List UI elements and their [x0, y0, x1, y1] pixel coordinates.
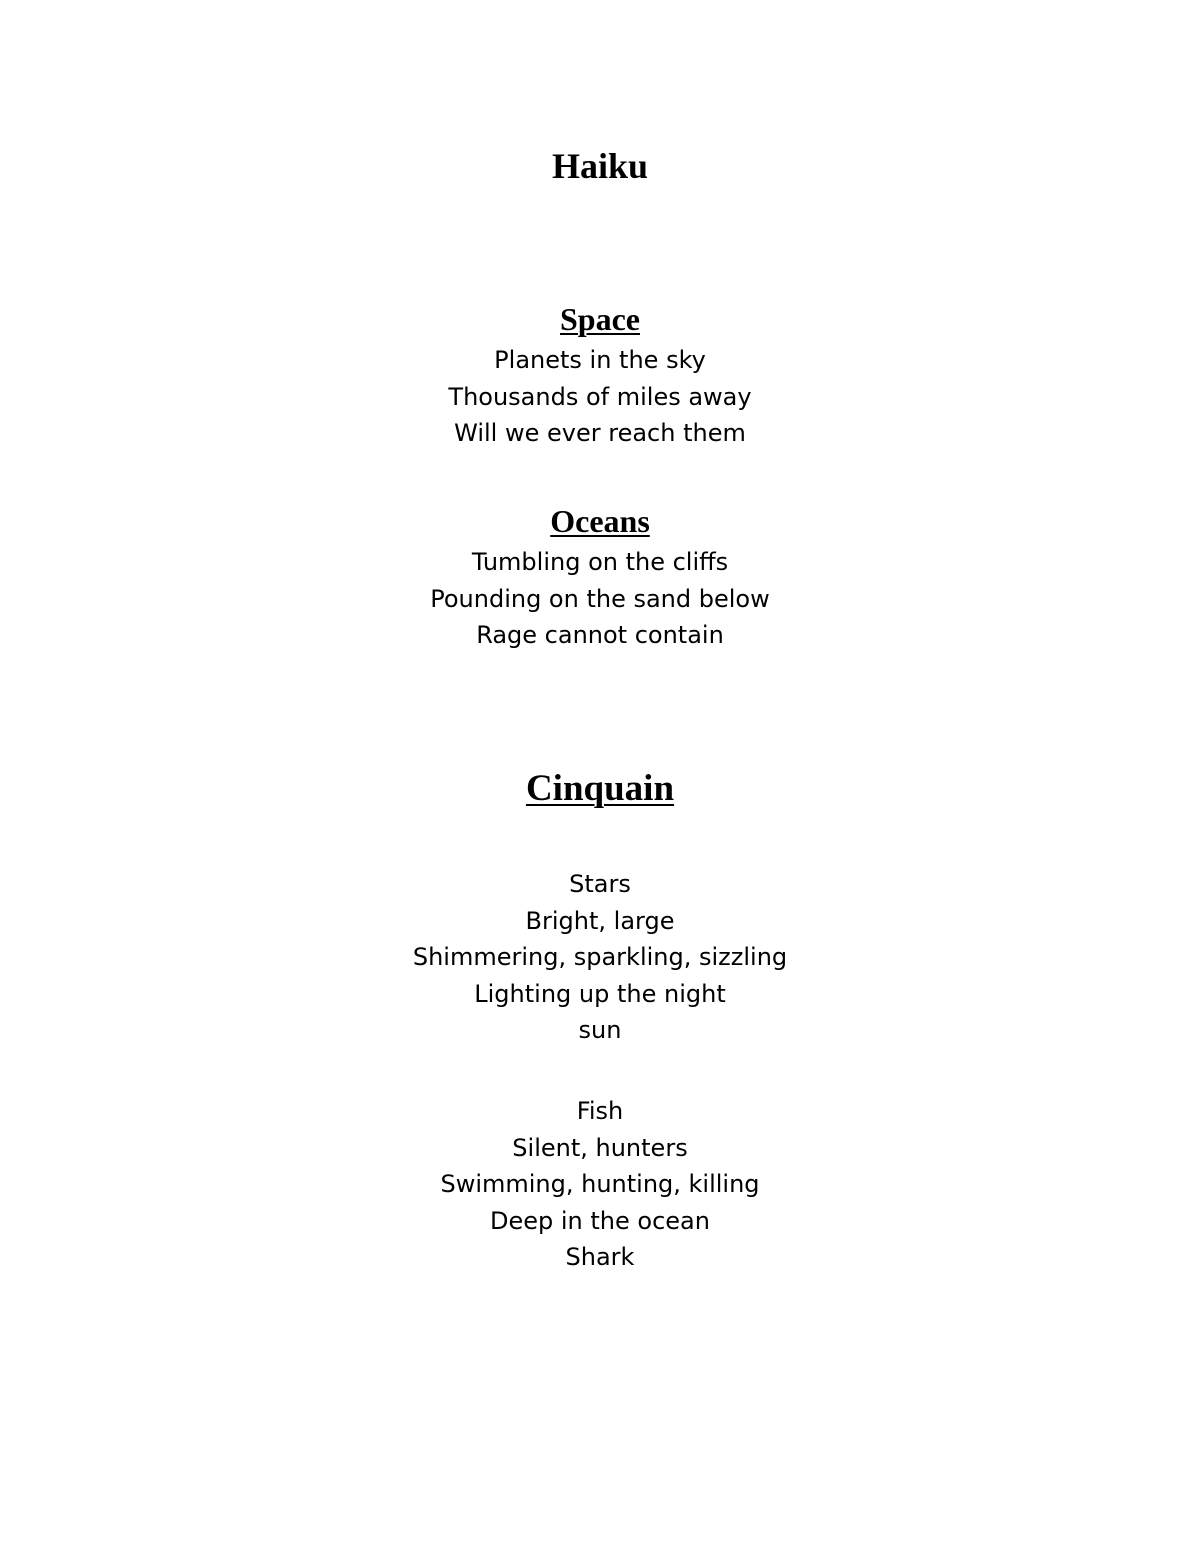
- poem-line: Shark: [565, 1243, 635, 1271]
- poem-line: Will we ever reach them: [454, 419, 746, 447]
- poem-line: sun: [578, 1016, 622, 1044]
- poem-title-oceans: Oceans: [550, 503, 650, 539]
- poem-line: Planets in the sky: [494, 346, 706, 374]
- poem-line: Pounding on the sand below: [430, 584, 770, 613]
- cinquain-body-fish: [0, 1093, 1200, 1276]
- poem-line: Shimmering, sparkling, sizzling: [412, 943, 788, 971]
- poem-line: Stars: [569, 870, 631, 898]
- section-title-cinquain: Cinquain: [525, 768, 675, 809]
- poem-line: Rage cannot contain: [476, 621, 724, 649]
- poem-line: Lighting up the night: [474, 979, 726, 1008]
- poem-line: Deep in the ocean: [490, 1206, 710, 1235]
- poem-body-space: [0, 342, 1200, 452]
- poem-line: Silent, hunters: [512, 1133, 688, 1162]
- poem-line: Tumbling on the cliffs: [471, 548, 729, 576]
- poem-line: Thousands of miles away: [448, 382, 752, 411]
- page-title: Haiku: [551, 146, 649, 186]
- poem-title-space: Space: [560, 301, 640, 337]
- poem-line: Swimming, hunting, killing: [440, 1170, 760, 1198]
- poem-line: Fish: [576, 1097, 624, 1125]
- cinquain-body-stars: [0, 866, 1200, 1049]
- poem-line: Bright, large: [525, 906, 675, 935]
- poem-body-oceans: [0, 544, 1200, 654]
